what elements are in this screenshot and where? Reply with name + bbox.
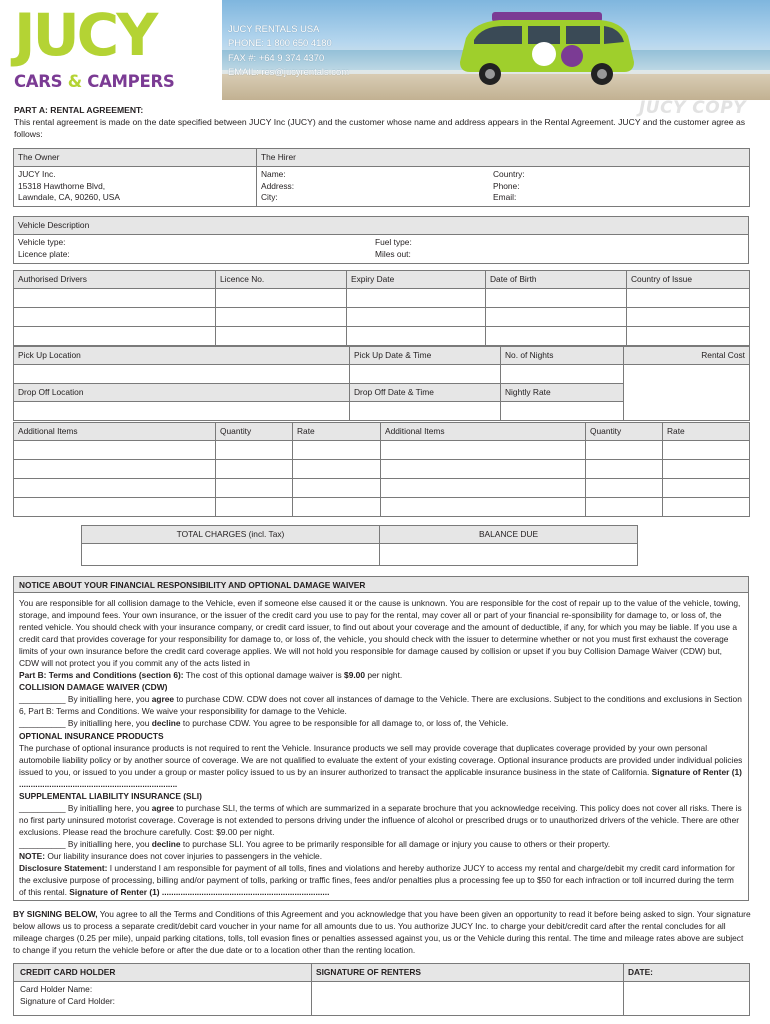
jucy-logo — [14, 1, 175, 96]
hirer-phone-label: Phone: — [493, 180, 520, 191]
vehicle-table — [13, 216, 749, 264]
item-row[interactable] — [14, 459, 750, 478]
col-authorised-drivers: Authorised Drivers — [14, 271, 216, 289]
card-holder-name-label: Card Holder Name: — [20, 983, 93, 994]
fuel-type-label: Fuel type: — [375, 236, 412, 247]
col-licence-no: Licence No. — [216, 271, 347, 289]
owner-details — [14, 166, 257, 206]
optional-insurance-text: The purchase of optional insurance products is not required to rent the Vehicle. Insurance products we sell may provide coverage that duplicates coverage provided by your own personal automobile liability policy or by another source of coverage. We are not qualified to evaluate the extent of your existing coverage. Optional insurance products are provided under individual policies issued to you, or issued to you under a group or master policy issued to us by an insurer authorized to transact the applicable insurance business in the state of California. Signature of Renter (1) .................................................................... — [19, 742, 743, 789]
terms-reference: Part B: Terms and Conditions (section 6): — [19, 670, 184, 681]
totals-table — [81, 525, 638, 566]
cdw-cost: $9.00 — [344, 670, 365, 681]
renter-signature-header: SIGNATURE OF RENTERS — [312, 964, 624, 982]
nightly-rate-label: Nightly Rate — [501, 383, 624, 401]
cdw-agree-initial[interactable]: __________ By initialling here, you agree to purchase CDW. CDW does not cover all instances of damage to the Vehicle. There are exclusions. Subject to the conditions and exclusions in Section 6, Part B: Terms and Conditions. We waive your responsibility for damage to the Vehicle. — [19, 694, 742, 717]
col-quantity: Quantity — [216, 423, 293, 441]
licence-plate-label: Licence plate: — [18, 248, 70, 259]
pickup-location-label: Pick Up Location — [14, 347, 350, 365]
logo-campers: CAMPERS — [87, 72, 175, 91]
copy-watermark: JUCY COPY — [638, 98, 746, 118]
vehicle-header: Vehicle Description — [14, 217, 749, 235]
hirer-header: The Hirer — [257, 149, 750, 167]
signing-label: BY SIGNING BELOW, — [13, 909, 98, 919]
hirer-details[interactable] — [257, 166, 750, 206]
miles-out-label: Miles out: — [375, 248, 411, 259]
logo-tagline — [14, 72, 174, 91]
col-country-of-issue: Country of Issue — [627, 271, 750, 289]
totals-row[interactable] — [82, 543, 638, 565]
hirer-address-label: Address: — [261, 180, 295, 191]
rental-period-table — [13, 346, 750, 421]
owner-header: The Owner — [14, 149, 257, 167]
parties-table — [13, 148, 750, 207]
date-field[interactable] — [624, 981, 750, 1015]
additional-items-table — [13, 422, 750, 517]
credit-card-table — [13, 963, 750, 1016]
email-address: EMAIL: res@jucyrentals.com — [228, 66, 350, 78]
header-photo — [222, 0, 770, 100]
part-a-intro: This rental agreement is made on the date specified between JUCY Inc (JUCY) and the customer whose name and address appears in the Rental Agreement. JUCY and the customer agree as follows: — [14, 117, 746, 139]
hirer-country-label: Country: — [493, 168, 525, 179]
renter-signature-field[interactable] — [312, 981, 624, 1015]
signing-statement — [13, 908, 751, 956]
renter-signature-line[interactable]: Signature of Renter (1) .................................................................... — [19, 766, 742, 789]
pickup-datetime-label: Pick Up Date & Time — [350, 347, 501, 365]
vehicle-details[interactable] — [14, 234, 749, 263]
logo-cars: CARS — [14, 72, 63, 91]
logo-amp: & — [67, 72, 82, 91]
vehicle-type-label: Vehicle type: — [18, 236, 66, 247]
hirer-email-label: Email: — [493, 192, 517, 203]
driver-row[interactable] — [14, 307, 750, 326]
hirer-name-label: Name: — [261, 168, 286, 179]
card-holder-header: CREDIT CARD HOLDER — [14, 964, 312, 982]
financial-responsibility-notice: NOTICE ABOUT YOUR FINANCIAL RESPONSIBILITY AND OPTIONAL DAMAGE WAIVER You are responsible for all collision damage to the Vehicle, even if someone else caused it or the cause is unknown. You are responsible for the cost of repair up to the value of the vehicle, towing, storage, and impound fees. Your own insurance, or the issuer of the credit card you use to pay for the rental, may cover all or part of your financial re-sponsibility for damage to, or loss of, the rented vehicle. You should check with your insurance company, or credit card issuer, to find out about your coverage and the amount of deductible, if any, for which you may be liable. If you use a credit card that provides coverage for your responsibility for damage to, or loss of, the vehicle, you should check with the issuer to determine whether or not you must first exhaust the coverage limits of your own insurance before the credit card coverage applies. We will not hold you responsible for damage caused by collision or upset if you buy Collision Damage Waiver (CDW) but, CDW will not protect you if you commit any of the acts listed in Part B: Terms and Conditions (section 6): The cost of this optional damage waiver is $9.00 per night. COLLISION DAMAGE WAIVER (CDW) __________ By initialling here, you agree to purchase CDW. CDW does not cover all instances of damage to the Vehicle. There are exclusions. Subject to the conditions and exclusions in Section 6, Part B: Terms and Conditions. We waive your responsibility for damage to the Vehicle. __________ By initialling here, you decline to purchase CDW. You agree to be responsible for all damage to, or loss of, the Vehicle. OPTIONAL INSURANCE PRODUCTS The purchase of optional insurance products is not required to rent the Vehicle. Insurance products we sell may provide coverage that duplicates coverage provided by your own personal automobile liability policy or by another source of coverage. We are not qualified to evaluate the extent of your existing coverage. Optional insurance products are provided under individual policies issued to you, or issued to you under a group or master policy issued to us by an insurer authorized to transact the applicable insurance business in the state of California. Signature of Renter (1) .................................................................... SUPPLEMENTAL LIABILITY INSURANCE (SLI) __________ By initialling here, you agree to purchase SLI, the terms of which are summarized in a separate brochure that you acknowledge receiving. This policy does not cover all risks. There is no first party uninsured motorist coverage. Coverage is not extended to persons driving under the influence of alcohol or prescribed drugs or to unauthorized drivers of the vehicle. There are other exclusions. Please read the brochure carefully. Cost: $9.00 per night. __________ By initialling here, you decline to purchase SLI. You agree to be primarily responsible for all damage or injury you cause to others or their property. NOTE: Our liability insurance does not cover injuries to passengers in the vehicle. Disclosure Statement: I understand I am responsible for payment of all tolls, fines and violations and hereby authorize JUCY to access my rental and charge/debit my credit card information for the exclusive purpose of processing, billing and/or payment of tolls, parking or traffic fines, fees and/or penalties plus a processing fee up to $50 for each infraction or toll incurred during the term of this rental. Signature of Renter (1) ........................................................................ — [13, 576, 749, 901]
driver-row[interactable] — [14, 326, 750, 345]
total-charges-label: TOTAL CHARGES (incl. Tax) — [82, 526, 380, 544]
date-header: DATE: — [624, 964, 750, 982]
pickup-row[interactable] — [14, 364, 750, 383]
phone-number: PHONE: 1 800 650 4180 — [228, 37, 332, 49]
notice-title: NOTICE ABOUT YOUR FINANCIAL RESPONSIBILITY AND OPTIONAL DAMAGE WAIVER — [14, 577, 748, 593]
col-expiry-date: Expiry Date — [347, 271, 486, 289]
optional-insurance-title: OPTIONAL INSURANCE PRODUCTS — [19, 730, 164, 741]
sli-decline-initial[interactable]: __________ By initialling here, you decline to purchase SLI. You agree to be primarily responsible for all damage or injury you cause to others or their property. — [19, 838, 611, 849]
owner-line: JUCY Inc. — [18, 168, 56, 179]
sli-title: SUPPLEMENTAL LIABILITY INSURANCE (SLI) — [19, 790, 202, 801]
campervan-image — [452, 6, 642, 92]
dropoff-location-label: Drop Off Location — [14, 383, 350, 401]
col-additional-items-2: Additional Items — [381, 423, 586, 441]
fax-number: FAX #: +64 9 374 4370 — [228, 51, 325, 63]
col-rate-2: Rate — [663, 423, 750, 441]
hirer-city-label: City: — [261, 192, 278, 203]
driver-row[interactable] — [14, 288, 750, 307]
contact-block — [228, 22, 349, 80]
owner-line: Lawndale, CA, 90260, USA — [18, 192, 120, 203]
item-row[interactable] — [14, 497, 750, 516]
disclosure-statement: Disclosure Statement: I understand I am responsible for payment of all tolls, fines and violations and hereby authorize JUCY to access my rental and charge/debit my credit card information for the exclusive purpose of processing, billing and/or payment of tolls, parking or traffic fines, fees and/or penalties plus a processing fee up to $50 for each infraction or toll incurred during the term of this rental. Signature of Renter (1) ........................................................................ — [19, 863, 735, 898]
drivers-table — [13, 270, 750, 346]
dropoff-datetime-label: Drop Off Date & Time — [350, 383, 501, 401]
col-rate: Rate — [293, 423, 381, 441]
signing-text: You agree to all the Terms and Conditions of this Agreement and you acknowledge that you have been given an opportunity to read it before being asked to sign. Your signature below allows us to process a separate credit/debit card voucher in your name for all amounts due to us. You authorize JUCY Inc. to charge your debit/credit card after the rental concludes for all mileage charges (0.25 per mile), unpaid parking citations, tolls, toll evasion fines or penalties assessed against you, us or the Vehicle during this rental. The time and mileage rates above are subject to change if you return the vehicle before or after the due date or to a location other than the renting location. — [13, 909, 751, 956]
logo-wordmark: JUCY — [14, 1, 156, 69]
col-quantity-2: Quantity — [586, 423, 663, 441]
col-date-of-birth: Date of Birth — [486, 271, 627, 289]
nights-label: No. of Nights — [501, 347, 624, 365]
disclosure-signature-line[interactable]: Signature of Renter (1) ........................................................................ — [69, 887, 330, 898]
company-name: JUCY RENTALS USA — [228, 23, 320, 34]
item-row[interactable] — [14, 440, 750, 459]
rental-cost-label: Rental Cost — [624, 347, 750, 365]
card-holder-fields[interactable] — [14, 981, 312, 1015]
card-holder-signature-label: Signature of Card Holder: — [20, 995, 115, 1006]
balance-due-label: BALANCE DUE — [380, 526, 638, 544]
owner-line: 15318 Hawthorne Blvd, — [18, 180, 106, 191]
cdw-title: COLLISION DAMAGE WAIVER (CDW) — [19, 682, 168, 693]
sli-agree-initial[interactable]: __________ By initialling here, you agree to purchase SLI, the terms of which are summarized in a separate brochure that you acknowledge receiving. This policy does not cover all risks. There is no first party uninsured motorist coverage. Coverage is not extended to persons driving under the influence of alcohol or prescribed drugs or to unauthorized drivers of the vehicle. There are other exclusions. Please read the brochure carefully. Cost: $9.00 per night. — [19, 802, 742, 837]
item-row[interactable] — [14, 478, 750, 497]
notice-paragraph: You are responsible for all collision damage to the Vehicle, even if someone else caused it or the cause is unknown. You are responsible for the cost of repair up to the value of the vehicle, towing, storage, and impound fees. Your own insurance, or the issuer of the credit card you use to pay for the rental, may cover all or part of your financial re-sponsibility for damage to, or loss of, the rented vehicle. You should check with your insurance company, or credit card issuer, to find out about your coverage and the amount of deductible, if any, for which you may be liable. If you use a credit card that provides coverage for your responsibility for damage to, or loss of, the vehicle, you should check with the issuer to determine whether or not you must first exhaust the coverage limits of your own insurance before the credit card coverage applies. We will not hold you responsible for damage caused by collision or upset if you buy Collision Damage Waiver (CDW) but, CDW will not protect you if you commit any of the acts listed in — [19, 598, 741, 669]
part-a-title: PART A: RENTAL AGREEMENT: — [14, 105, 144, 115]
liability-note: NOTE: Our liability insurance does not cover injuries to passengers in the vehicle. — [19, 850, 323, 861]
col-additional-items: Additional Items — [14, 423, 216, 441]
cdw-decline-initial[interactable]: __________ By initialling here, you decline to purchase CDW. You agree to be responsible for all damage to, or loss of, the Vehicle. — [19, 718, 509, 729]
